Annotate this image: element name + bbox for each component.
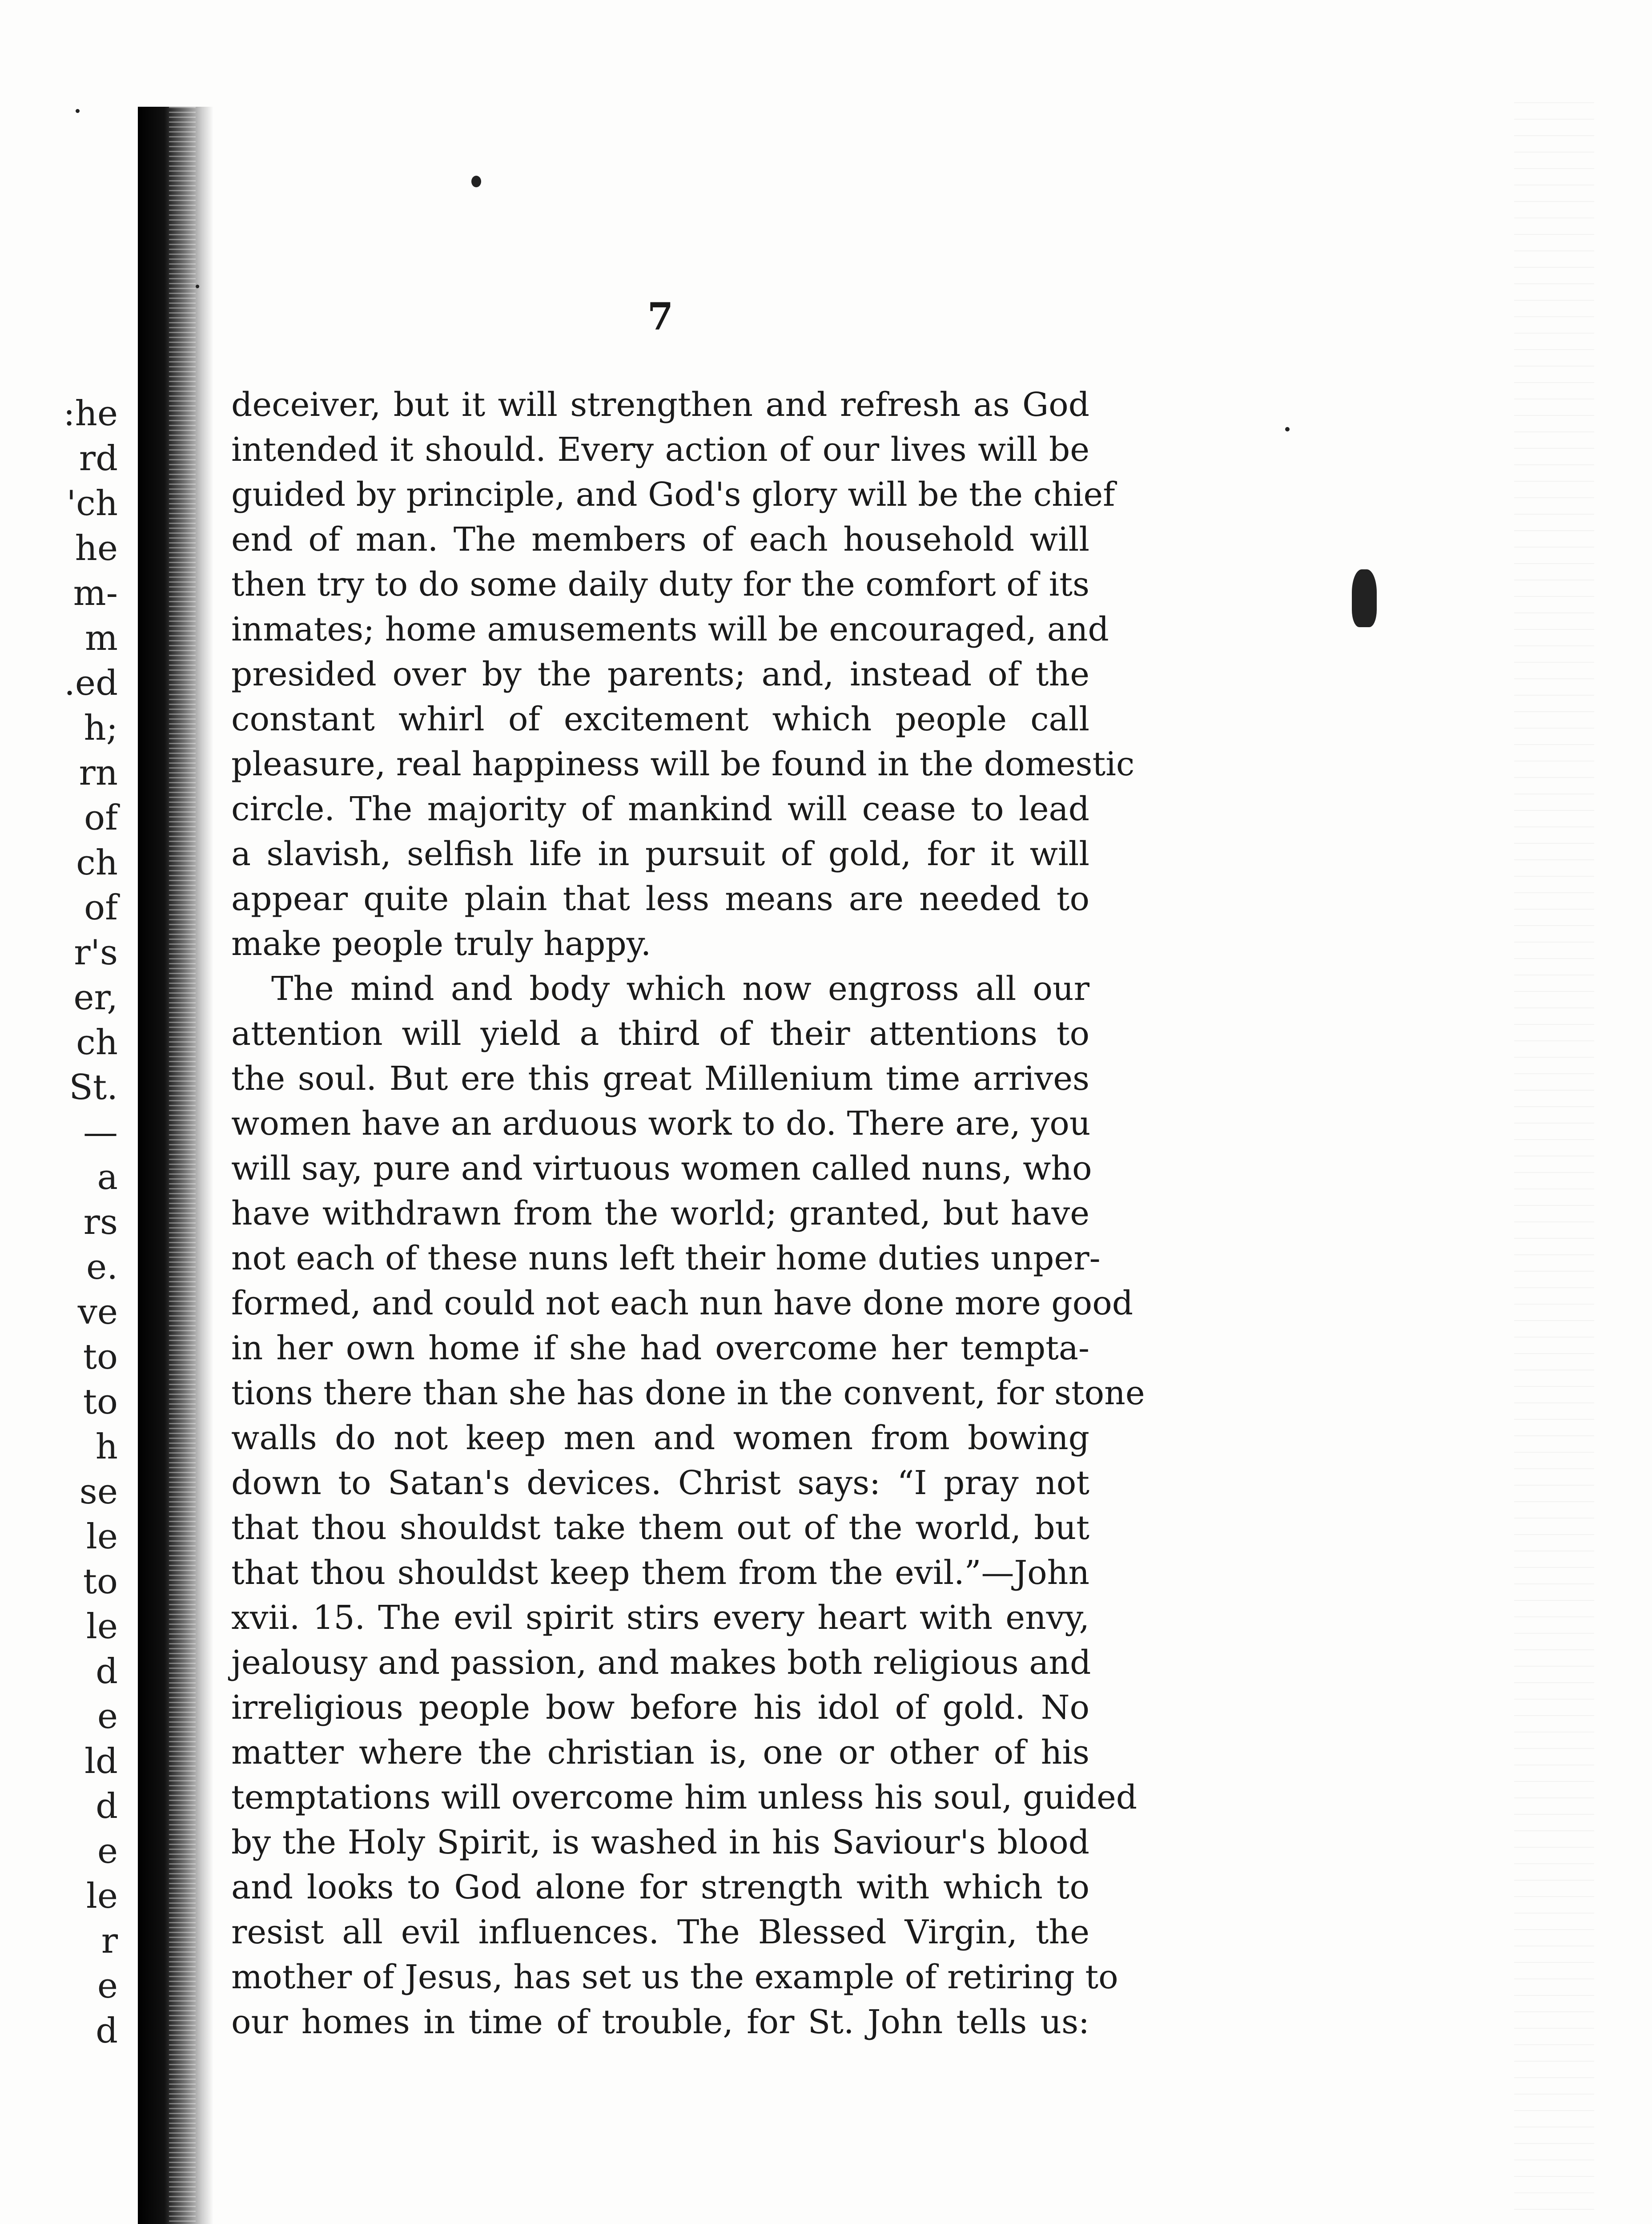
text-line: that thou shouldst keep them from the evil.”—John bbox=[231, 1554, 1089, 1592]
text-line: have withdrawn from the world; granted, but have bbox=[231, 1194, 1089, 1233]
facing-page-fragments bbox=[0, 391, 118, 2054]
fragment: ch bbox=[76, 1023, 118, 1063]
fragment: rd bbox=[79, 439, 118, 479]
body-text-column bbox=[231, 383, 1145, 2045]
text-line: and looks to God alone for strength with which to bbox=[231, 1868, 1089, 1906]
text-line: presided over by the parents; and, instead of the bbox=[231, 655, 1089, 693]
text-line: a slavish, selfish life in pursuit of gold, for it will bbox=[231, 835, 1089, 873]
text-line: the soul. But ere this great Millenium time arrives bbox=[231, 1060, 1089, 1098]
text-line: circle. The majority of mankind will cease to lead bbox=[231, 790, 1089, 828]
text-line: women have an arduous work to do. There are, you bbox=[231, 1104, 1091, 1143]
fragment: he bbox=[75, 528, 118, 568]
text-line: resist all evil influences. The Blessed Virgin, the bbox=[231, 1913, 1089, 1951]
fragment: :he bbox=[63, 394, 118, 434]
text-line: that thou shouldst take them out of the world, but bbox=[231, 1509, 1089, 1547]
text-line: down to Satan's devices. Christ says: “I pray not bbox=[231, 1464, 1089, 1502]
fragment: e bbox=[97, 1831, 118, 1871]
text-line: deceiver, but it will strengthen and refresh as God bbox=[231, 386, 1089, 424]
text-line: temptations will overcome him unless his soul, guided bbox=[231, 1778, 1138, 1817]
fragment: r bbox=[101, 1921, 118, 1961]
fragment: ve bbox=[77, 1292, 118, 1332]
ink-blot bbox=[1352, 569, 1377, 627]
paragraph-1 bbox=[231, 383, 1135, 967]
fragment: er, bbox=[73, 978, 118, 1018]
fragment: of bbox=[84, 798, 118, 838]
fragment: to bbox=[83, 1382, 118, 1422]
text-line: tions there than she has done in the convent, for stone bbox=[231, 1374, 1145, 1412]
fragment: m bbox=[85, 618, 118, 658]
fragment: a bbox=[97, 1157, 118, 1197]
fragment: 'ch bbox=[66, 483, 118, 524]
text-line: will say, pure and virtuous women called nuns, who bbox=[231, 1149, 1092, 1188]
fragment: h; bbox=[84, 708, 118, 748]
text-line: xvii. 15. The evil spirit stirs every heart with envy, bbox=[231, 1599, 1089, 1637]
fragment: .ed bbox=[64, 663, 118, 703]
ink-speck bbox=[196, 285, 199, 288]
fragment: of bbox=[84, 888, 118, 928]
fragment: rn bbox=[79, 753, 118, 793]
text-line: our homes in time of trouble, for St. John tells us: bbox=[231, 2003, 1089, 2041]
text-line: formed, and could not each nun have done more good bbox=[231, 1284, 1133, 1322]
fragment: — bbox=[83, 1112, 118, 1152]
text-line: in her own home if she had overcome her tempta- bbox=[231, 1329, 1089, 1367]
text-line: inmates; home amusements will be encouraged, and bbox=[231, 610, 1109, 649]
text-line: walls do not keep men and women from bowing bbox=[231, 1419, 1089, 1457]
right-edge-scan-noise bbox=[1514, 102, 1594, 2224]
fragment: St. bbox=[69, 1068, 118, 1108]
text-line: matter where the christian is, one or other of his bbox=[231, 1733, 1089, 1772]
fragment: d bbox=[96, 1786, 118, 1826]
fragment: d bbox=[96, 2011, 118, 2051]
text-line: end of man. The members of each household will bbox=[231, 520, 1089, 559]
fragment: d bbox=[96, 1652, 118, 1692]
fragment: le bbox=[86, 1607, 118, 1647]
paragraph-2 bbox=[231, 967, 1145, 2045]
fragment: e bbox=[97, 1696, 118, 1736]
fragment: se bbox=[79, 1472, 118, 1512]
fragment: rs bbox=[83, 1202, 118, 1242]
text-line: intended it should. Every action of our lives will be bbox=[231, 431, 1089, 469]
fragment: to bbox=[83, 1562, 118, 1602]
text-line: then try to do some daily duty for the comfort of its bbox=[231, 565, 1089, 604]
text-line: jealousy and passion, and makes both religious and bbox=[231, 1644, 1091, 1682]
fragment: h bbox=[95, 1427, 118, 1467]
text-line: The mind and body which now engross all our bbox=[271, 970, 1089, 1008]
text-line: by the Holy Spirit, is washed in his Saviour's blood bbox=[231, 1823, 1089, 1861]
fragment: to bbox=[83, 1337, 118, 1377]
text-line: pleasure, real happiness will be found in the domestic bbox=[231, 745, 1135, 783]
text-line: constant whirl of excitement which people call bbox=[231, 700, 1089, 738]
fragment: e bbox=[97, 1966, 118, 2006]
page-number: 7 bbox=[647, 294, 674, 338]
fragment: r's bbox=[74, 933, 118, 973]
fragment: m- bbox=[73, 573, 118, 613]
fragment: ld bbox=[84, 1741, 118, 1781]
text-line: mother of Jesus, has set us the example of retiring to bbox=[231, 1958, 1118, 1996]
ink-speck bbox=[1285, 427, 1290, 431]
ink-speck bbox=[76, 109, 80, 113]
fragment: le bbox=[86, 1876, 118, 1916]
fragment: ch bbox=[76, 843, 118, 883]
text-line: guided by principle, and God's glory will be the chief bbox=[231, 475, 1115, 514]
ink-speck bbox=[471, 176, 481, 187]
text-line: appear quite plain that less means are needed to bbox=[231, 880, 1089, 918]
fragment: le bbox=[86, 1517, 118, 1557]
text-line: irreligious people bow before his idol of gold. No bbox=[231, 1688, 1089, 1727]
fragment: e. bbox=[86, 1247, 118, 1287]
text-line: attention will yield a third of their attentions to bbox=[231, 1015, 1089, 1053]
binding-gutter-texture bbox=[169, 107, 196, 2224]
text-line: make people truly happy. bbox=[231, 925, 651, 963]
text-line: not each of these nuns left their home duties unper- bbox=[231, 1239, 1101, 1277]
